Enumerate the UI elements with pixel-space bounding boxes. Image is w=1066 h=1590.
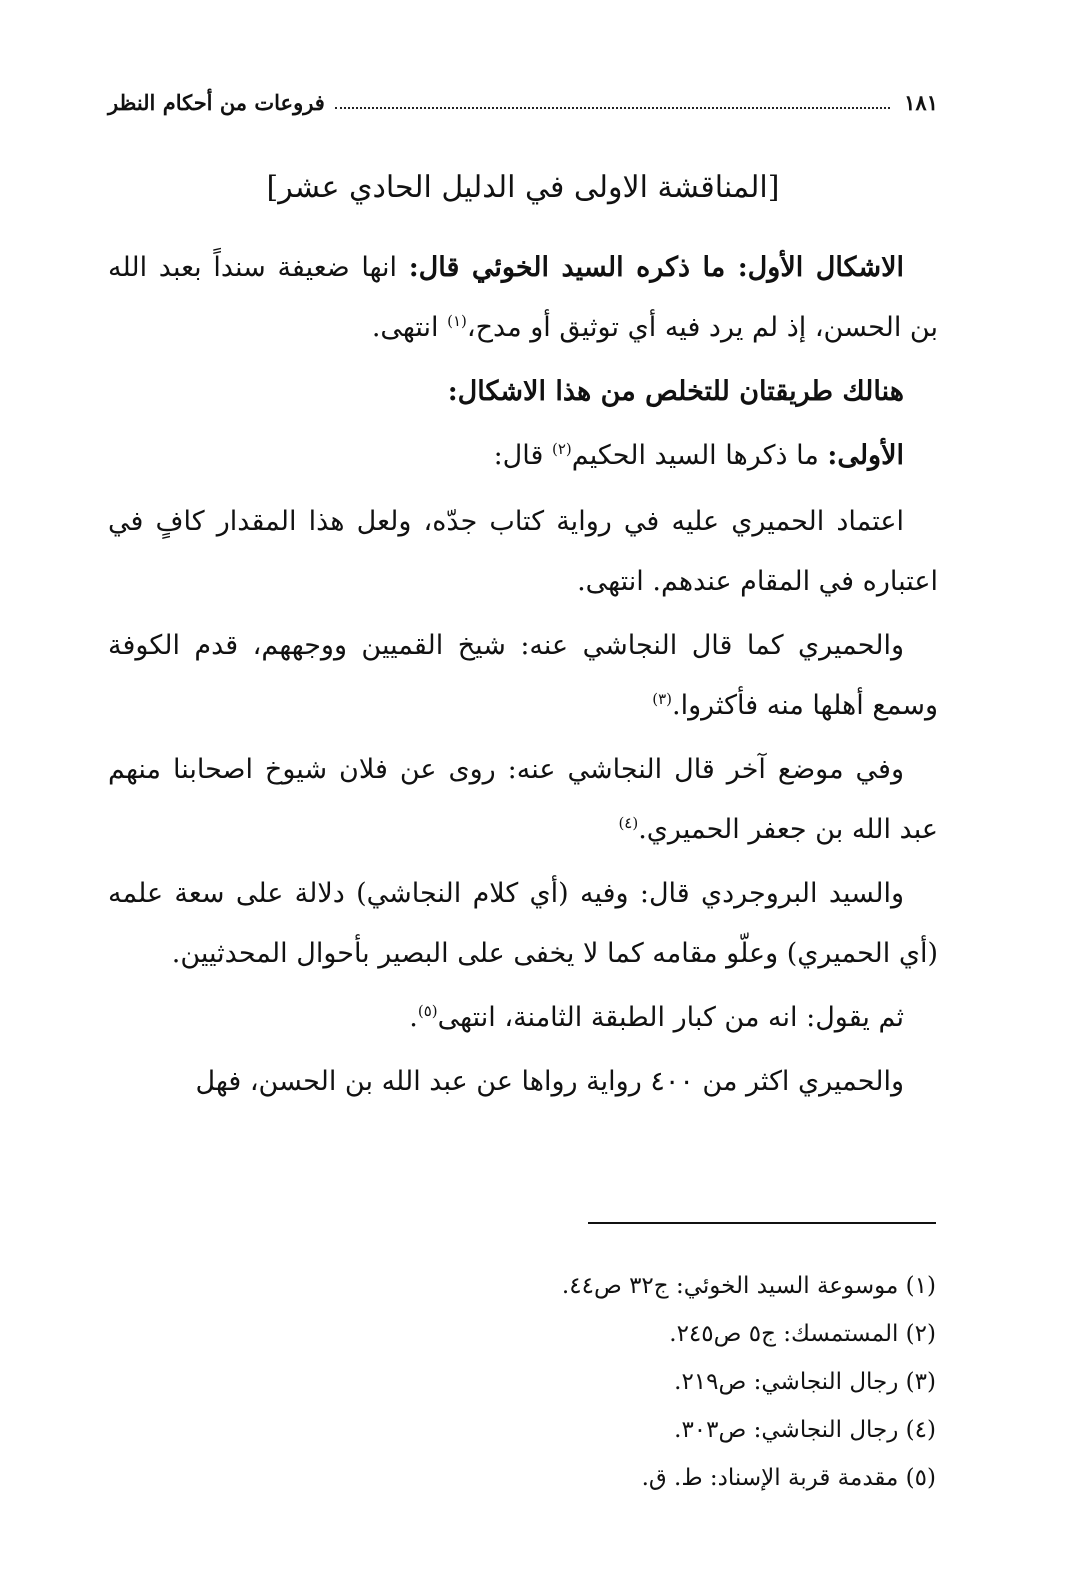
paragraph-2 (108, 362, 938, 422)
footnote-5: (٥) مقدمة قربة الإسناد: ط. ق. (641, 1465, 936, 1491)
footnote-separator (588, 1222, 936, 1224)
paragraph-5-text: والحميري كما قال النجاشي عنه: شيخ القميين ووجههم، قدم الكوفة وسمع أهلها منه فأكثروا. (108, 630, 938, 721)
paragraph-6 (108, 740, 938, 860)
paragraph-1 (108, 238, 938, 358)
footnote-1: (١) موسوعة السيد الخوئي: ج٣٢ ص٤٤. (561, 1273, 936, 1299)
paragraph-8 (108, 988, 938, 1048)
paragraph-8-text: ثم يقول: انه من كبار الطبقة الثامنة، انتهى (437, 1002, 904, 1033)
footnote-3: (٣) رجال النجاشي: ص٢١٩. (674, 1369, 936, 1395)
header-dot-leader (335, 107, 890, 109)
paragraph-8-end: . (409, 1002, 418, 1033)
running-title: فروعات من أحكام النظر (108, 89, 325, 115)
paragraph-3-end: قال: (493, 440, 552, 471)
paragraph-9: والحميري اكثر من ٤٠٠ رواية رواها عن عبد الله بن الحسن، فهل (195, 1066, 904, 1097)
paragraph-6-text: وفي موضع آخر قال النجاشي عنه: روى عن فلان شيوخ اصحابنا منهم عبد الله بن جعفر الحميري. (108, 754, 938, 845)
paragraph-2-bold: هنالك طريقتان للتخلص من هذا الاشكال: (447, 376, 904, 407)
paragraph-4: اعتماد الحميري عليه في رواية كتاب جدّه، ولعل هذا المقدار كافٍ في اعتباره في المقام عندهم. انتهى. (108, 506, 938, 597)
footnote-4: (٤) رجال النجاشي: ص٣٠٣. (674, 1417, 936, 1443)
footnote-ref-5: (٥) (417, 1002, 438, 1020)
paragraph-3 (108, 426, 938, 486)
footnotes (108, 1262, 936, 1502)
footnote-ref-2: (٢) (552, 440, 572, 458)
footnote-2: (٢) المستمسك: ج٥ ص٢٤٥. (669, 1321, 936, 1347)
paragraph-1-text: انها ضعيفة سنداً بعبد الله بن الحسن، إذ لم يرد فيه أي توثيق أو مدح، (108, 252, 938, 343)
footnote-ref-4: (٤) (618, 814, 639, 832)
paragraph-5 (108, 616, 938, 736)
paragraph-3-text: ما ذكرها السيد الحكيم (571, 440, 828, 471)
section-heading: [المناقشة الاولى في الدليل الحادي عشر] (266, 170, 780, 205)
footnote-ref-1: (١) (447, 312, 467, 330)
page-number: ١٨١ (904, 89, 938, 115)
body-text (108, 238, 938, 1116)
footnote-ref-3: (٣) (652, 690, 673, 708)
paragraph-1-end: انتهى. (371, 312, 448, 343)
paragraph-3-bold-lead: الأولى: (827, 440, 904, 471)
running-header (108, 84, 938, 120)
paragraph-1-bold-lead: الاشكال الأول: ما ذكره السيد الخوئي قال: (408, 252, 904, 283)
paragraph-7: والسيد البروجردي قال: وفيه (أي كلام النجاشي) دلالة على سعة علمه (أي الحميري) وعلّو مقامه كما لا يخفى على البصير بأحوال المحدثيين. (108, 878, 938, 969)
